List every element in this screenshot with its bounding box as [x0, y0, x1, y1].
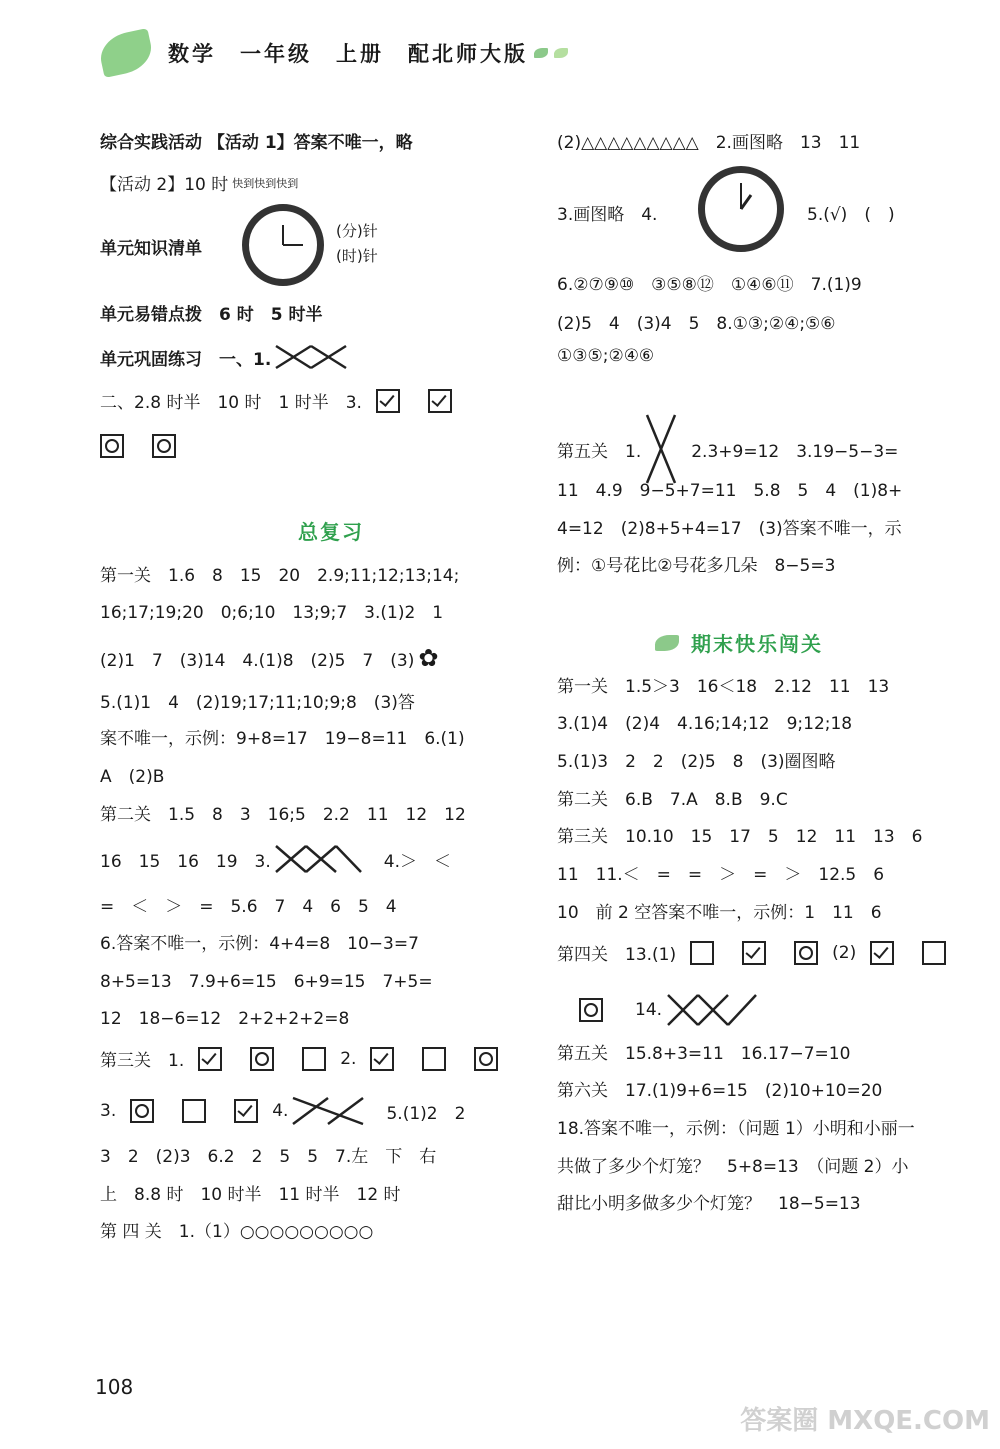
review-line-14: [100, 1094, 465, 1128]
practice2-text: 二、2.8 时半 10 时 1 时半 3.: [100, 393, 362, 413]
final-line-12: 18.答案不唯一，示例：（问题 1）小明和小丽一: [557, 1119, 915, 1139]
activity2-line: [100, 170, 298, 195]
clock-icon: [698, 166, 784, 252]
review-line-15: 3 2 (2)3 6.2 2 5 5 7.左 下 右: [100, 1147, 437, 1167]
final-line-8-text: 第四关 13.(1): [557, 945, 677, 965]
matching-lines-icon: [271, 842, 366, 876]
review-line-17: 第 四 关 1.（1）○○○○○○○○○: [100, 1222, 374, 1242]
matching-lines-icon: [662, 990, 762, 1030]
check-box-icon: [870, 941, 894, 965]
final-line-8-q2: (2): [832, 942, 857, 963]
matching-lines-icon: [288, 1094, 368, 1128]
review-line-3: [100, 644, 438, 672]
final-line-3: 5.(1)3 2 2 (2)5 8 (3)圈图略: [557, 752, 836, 772]
empty-box-icon: [302, 1047, 326, 1071]
right-line-3: 6.②⑦⑨⑩ ③⑤⑧⑫ ①④⑥⑪ 7.(1)9: [557, 275, 862, 295]
activity2-note: 快到快到快到: [232, 176, 299, 190]
final-line-6: 11 11.＜ = = ＞ = ＞ 12.5 6: [557, 865, 885, 885]
clock-hour-label: (时)针: [336, 247, 378, 265]
header-title: 数学 一年级 上册 配北师大版: [168, 42, 528, 66]
final-line-5: 第三关 10.10 15 17 5 12 11 13 6: [557, 827, 923, 847]
review-line-8: [100, 842, 451, 876]
right-line-5: ①③⑤;②④⑥: [557, 346, 655, 366]
final-line-10: 第五关 15.8+3=11 16.17−7=10: [557, 1044, 851, 1064]
check-box-icon: [198, 1047, 222, 1071]
review-line-14-q5: 5.(1)2 2: [386, 1103, 466, 1124]
ring-box-icon: [100, 434, 124, 458]
clock-minute-label: (分)针: [336, 222, 378, 240]
final-title: [655, 628, 823, 657]
matching-lines-icon: [271, 342, 351, 372]
empty-box-icon: [182, 1099, 206, 1123]
ring-box-icon: [250, 1047, 274, 1071]
final-line-14: 甜比小明多做多少个灯笼？ 18−5=13: [557, 1194, 861, 1214]
page-number: 108: [95, 1375, 134, 1399]
final-line-4: 第二关 6.B 7.A 8.B 9.C: [557, 790, 788, 810]
check-box-icon: [376, 389, 400, 413]
header: [100, 28, 568, 78]
pineapple-icon: ✿: [418, 644, 439, 672]
right-line-9: 例：①号花比②号花多几朵 8−5=3: [557, 556, 836, 576]
check-box-icon: [428, 389, 452, 413]
final-line-11: 第六关 17.(1)9+6=15 (2)10+10=20: [557, 1081, 883, 1101]
review-line-2: 16;17;19;20 0;6;10 13;9;7 3.(1)2 1: [100, 603, 444, 623]
activity-line: 综合实践活动 【活动 1】答案不唯一，略: [100, 133, 413, 153]
check-box-icon: [370, 1047, 394, 1071]
final-line-8: [557, 940, 960, 965]
empty-box-icon: [922, 941, 946, 965]
check-box-icon: [234, 1099, 258, 1123]
practice2-line: [100, 388, 466, 413]
review-line-13-text: 第三关 1.: [100, 1051, 185, 1071]
review-line-16: 上 8.8 时 10 时半 11 时半 12 时: [100, 1185, 401, 1205]
review-line-11: 8+5=13 7.9+6=15 6+9=15 7+5=: [100, 972, 433, 992]
review-line-5: 案不唯一，示例：9+8=17 19−8=11 6.(1): [100, 729, 465, 749]
final-line-7: 10 前 2 空答案不唯一，示例：1 11 6: [557, 903, 882, 923]
knowledge-label: 单元知识清单: [100, 239, 202, 259]
final-title-text: 期末快乐闯关: [691, 632, 823, 656]
review-line-3-text: (2)1 7 (3)14 4.(1)8 (2)5 7 (3): [100, 650, 415, 671]
clock-icon: [242, 204, 324, 286]
clock-hands: [249, 211, 317, 279]
ring-box-icon: [794, 941, 818, 965]
review-title: 总复习: [298, 520, 364, 544]
final-line-9-text: 14.: [635, 1000, 663, 1020]
practice-line: [100, 342, 351, 372]
ring-box-icon: [152, 434, 176, 458]
right-line-7: 11 4.9 9−5+7=11 5.8 5 4 (1)8+: [557, 481, 903, 501]
ring-box-icon: [130, 1099, 154, 1123]
empty-box-icon: [690, 941, 714, 965]
final-line-2: 3.(1)4 (2)4 4.16;14;12 9;12;18: [557, 714, 853, 734]
final-line-9: [557, 990, 762, 1030]
review-line-12: 12 18−6=12 2+2+2+2=8: [100, 1009, 350, 1029]
small-leaf-icon: [554, 48, 568, 58]
final-line-1: 第一关 1.5＞3 16＜18 2.12 11 13: [557, 677, 890, 697]
review-line-13: [100, 1046, 512, 1071]
leaf-icon: [96, 28, 155, 78]
review-line-10: 6.答案不唯一，示例：4+4=8 10−3=7: [100, 934, 419, 954]
right-line-2-answers: 5.(√) ( ): [807, 205, 895, 225]
right-line-6-answers: 2.3+9=12 3.19−5−3=: [691, 441, 899, 462]
right-line-6-text: 第五关 1.: [557, 441, 642, 462]
clock-hands: [705, 173, 777, 245]
ring-box-icon: [579, 998, 603, 1022]
right-line-2: [557, 200, 657, 225]
right-line-8: 4=12 (2)8+5+4=17 (3)答案不唯一，示: [557, 519, 902, 539]
review-line-9: = ＜ ＞ = 5.6 7 4 6 5 4: [100, 897, 397, 917]
practice-text: 单元巩固练习 一、1.: [100, 349, 272, 370]
small-leaf-icon: [534, 48, 548, 58]
watermark: 答案圈 MXQE.COM: [740, 1406, 990, 1436]
right-line-1: (2)△△△△△△△△△ 2.画图略 13 11: [557, 133, 861, 153]
leaf-icon: [655, 635, 679, 651]
review-line-6: A (2)B: [100, 767, 165, 787]
final-line-13: 共做了多少个灯笼？ 5+8=13 （问题 2）小: [557, 1157, 909, 1177]
review-line-8-text: 16 15 16 19 3.: [100, 851, 271, 872]
review-line-8-compare: 4.＞ ＜: [383, 851, 451, 872]
check-box-icon: [742, 941, 766, 965]
review-line-1: 第一关 1.6 8 15 20 2.9;11;12;13;14;: [100, 566, 460, 586]
review-line-14-text: 3.: [100, 1101, 117, 1121]
ring-box-icon: [474, 1047, 498, 1071]
review-line-7: 第二关 1.5 8 3 16;5 2.2 11 12 12: [100, 805, 466, 825]
empty-box-icon: [422, 1047, 446, 1071]
activity2-text: 【活动 2】10 时: [100, 175, 229, 195]
review-line-13-q2: 2.: [340, 1048, 357, 1069]
right-line-2-text: 3.画图略 4.: [557, 205, 658, 225]
review-line-4: 5.(1)1 4 (2)19;17;11;10;9;8 (3)答: [100, 693, 415, 713]
review-line-14-q4: 4.: [272, 1101, 289, 1121]
mistake-line: 单元易错点拨 6 时 5 时半: [100, 305, 323, 325]
right-line-4: (2)5 4 (3)4 5 8.①③;②④;⑤⑥: [557, 314, 836, 334]
ring-boxes: [100, 434, 190, 458]
